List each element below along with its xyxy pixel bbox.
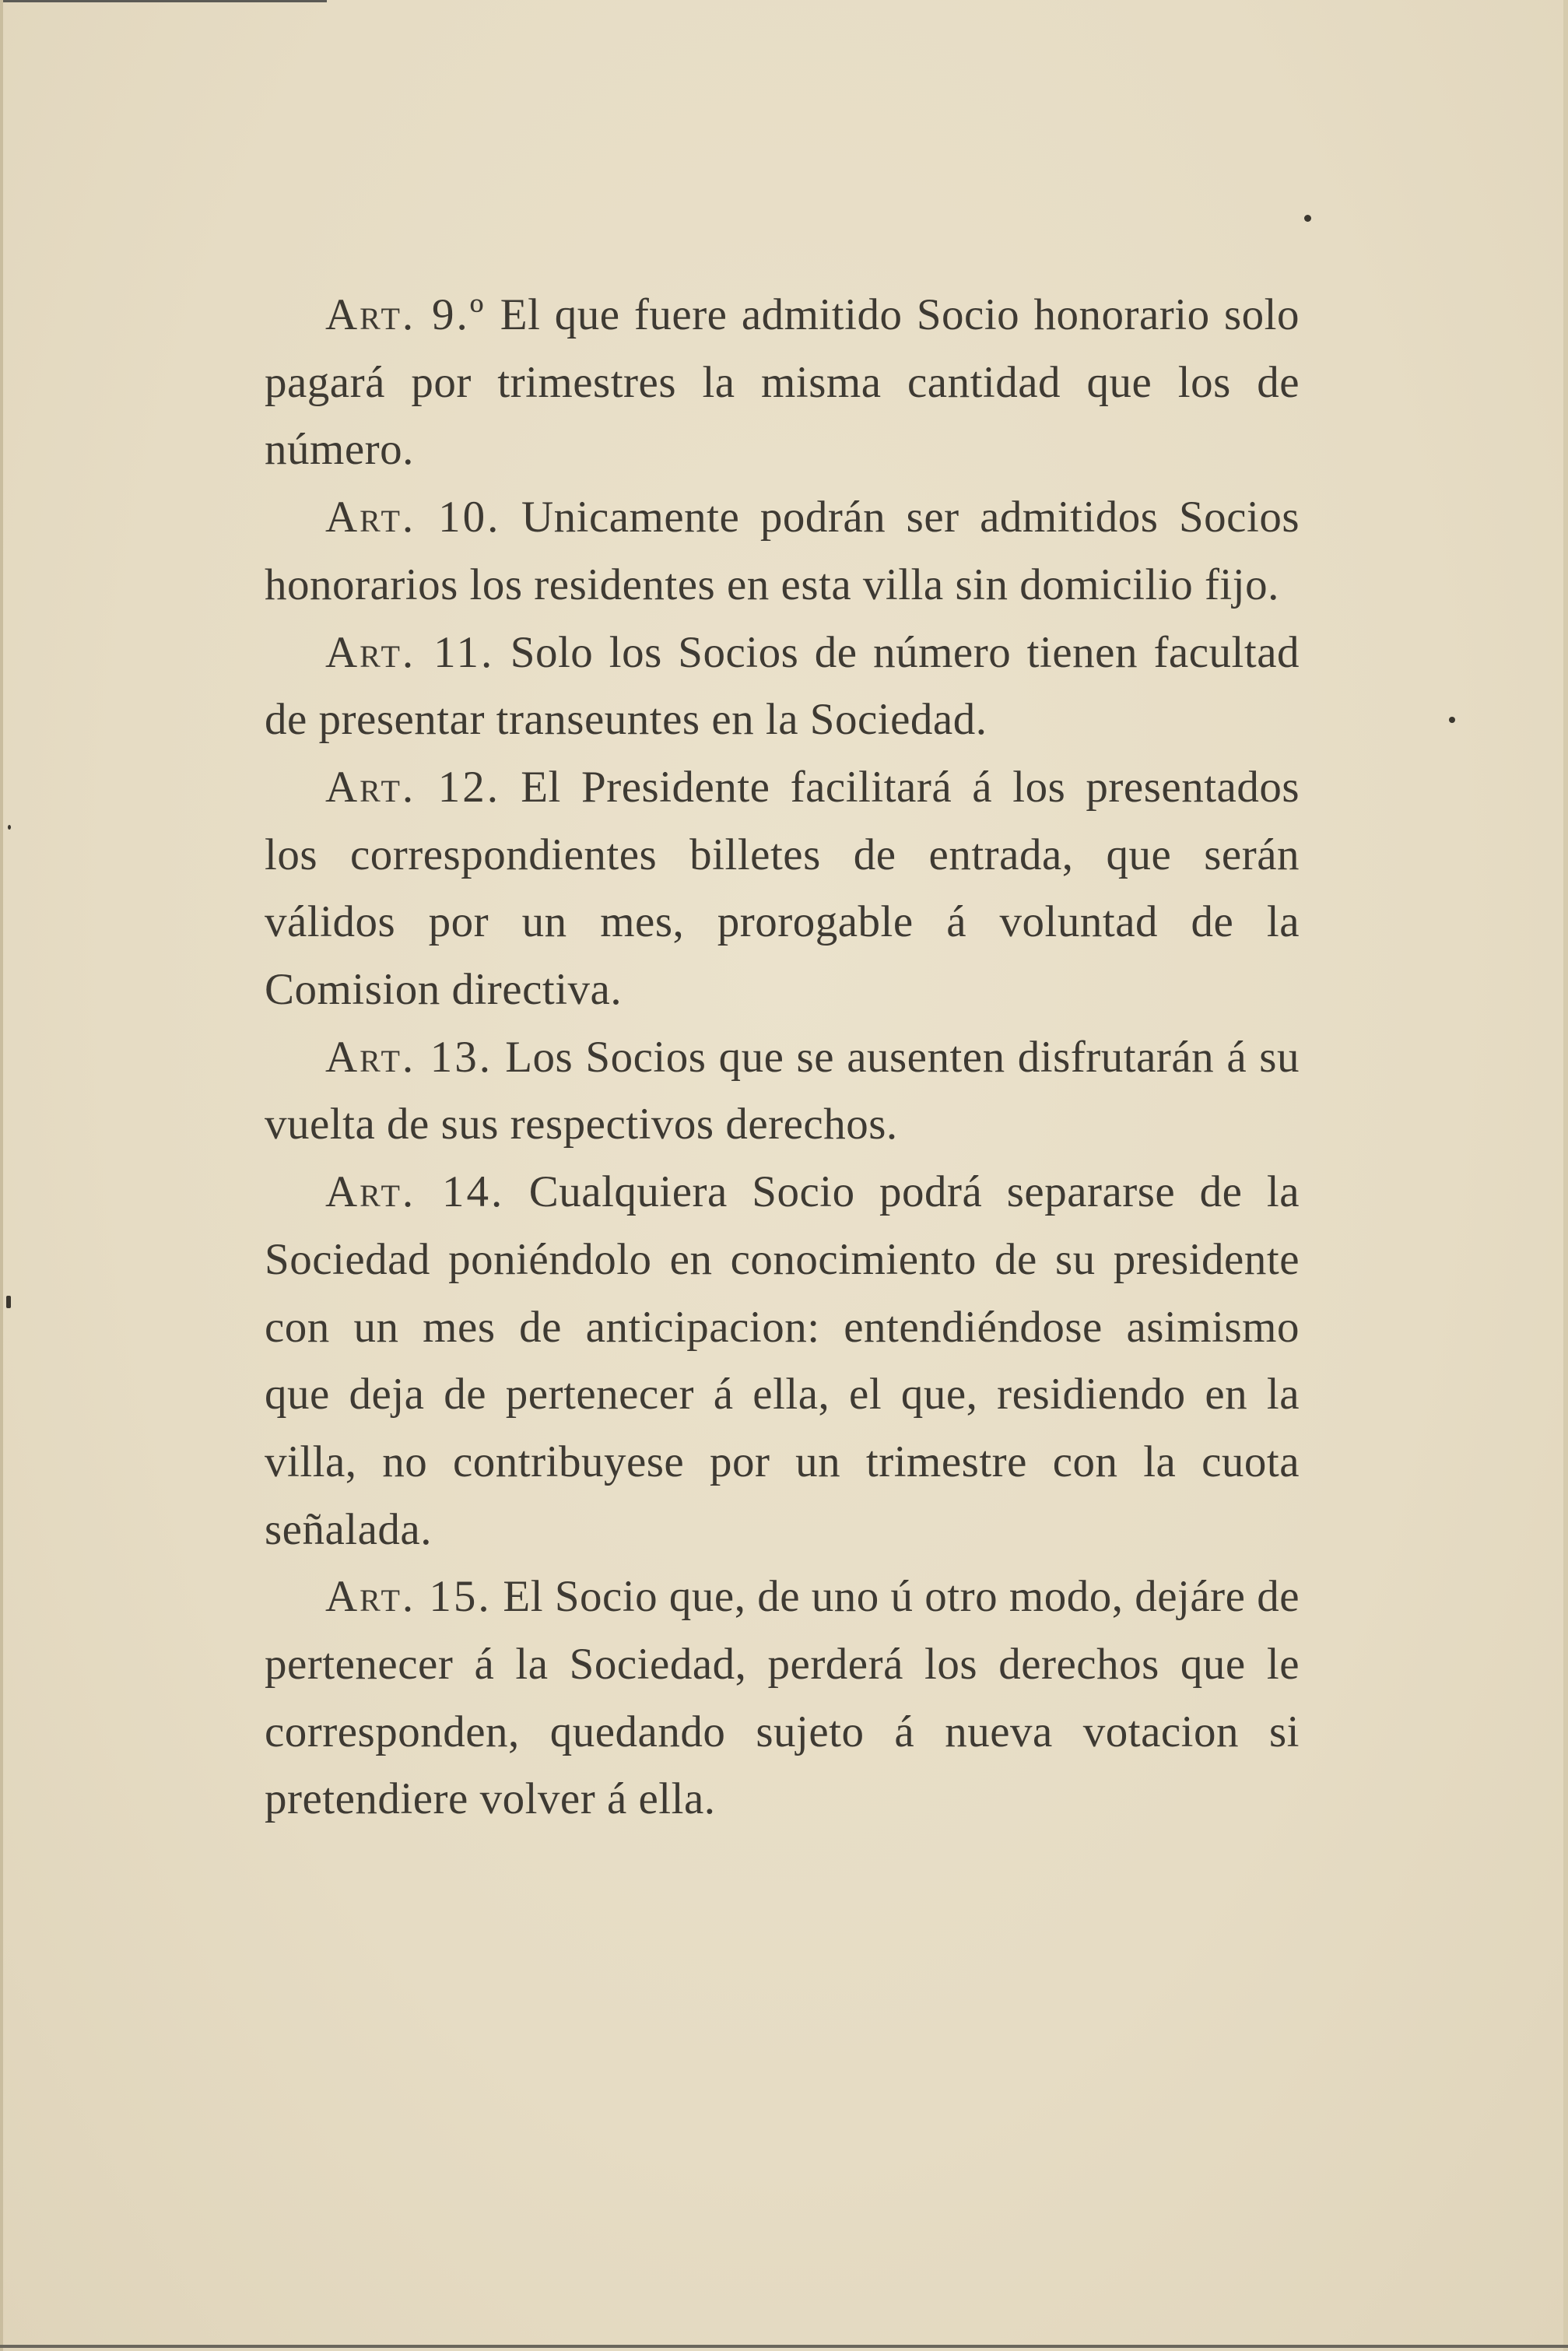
article-body: Unicamente podrán ser admitidos Socios honorarios los residentes en esta villa sin domicilio fijo. [265,493,1300,609]
right-page-edge [1563,0,1568,2351]
article-body: El Socio que, de uno ú otro modo, dejáre de pertenecer á la Sociedad, perderá los derechos que le corresponden, quedando sujeto á nueva votacion si pretendiere volver á ella. [265,1572,1300,1824]
article-15 [265,1563,1300,1833]
article-label: Art. 10. [325,493,501,542]
article-label: Art. 11. [325,627,495,677]
article-body: Cualquiera Socio podrá separarse de la Sociedad poniéndolo en conocimiento de su presidente con un mes de anticipacion: entendiéndose asimismo que deja de pertenecer á ella, el que, residiendo en la villa, no contribuyese por un trimestre con la cuota señalada. [265,1167,1300,1554]
article-body: Los Socios que se ausenten disfrutarán á su vuelta de sus respectivos derechos. [265,1032,1300,1149]
article-label: Art. 14. [325,1167,505,1217]
article-14 [265,1159,1300,1563]
article-10 [265,484,1300,619]
article-9 [265,282,1300,484]
article-label: Art. 15. [325,1572,492,1622]
left-page-edge [0,0,3,2351]
article-body: El Presidente facilitará á los presentados los correspondientes billetes de entrada, que serán válidos por un mes, prorogable á voluntad de la Comision directiva. [265,762,1300,1015]
bottom-edge-rule [0,2345,1568,2348]
article-label: Art. 12. [325,762,501,812]
article-text-block [265,282,1300,1833]
top-edge-rule [0,0,327,2]
article-13 [265,1024,1300,1159]
article-body: El que fuere admitido Socio honorario solo pagará por trimestres la misma cantidad que los de número. [265,290,1300,475]
article-12 [265,754,1300,1024]
article-label: Art. 13. [325,1032,493,1082]
article-11 [265,619,1300,754]
article-label: Art. 9.º [325,290,486,339]
article-body: Solo los Socios de número tienen facultad de presentar transeuntes en la Sociedad. [265,627,1300,745]
